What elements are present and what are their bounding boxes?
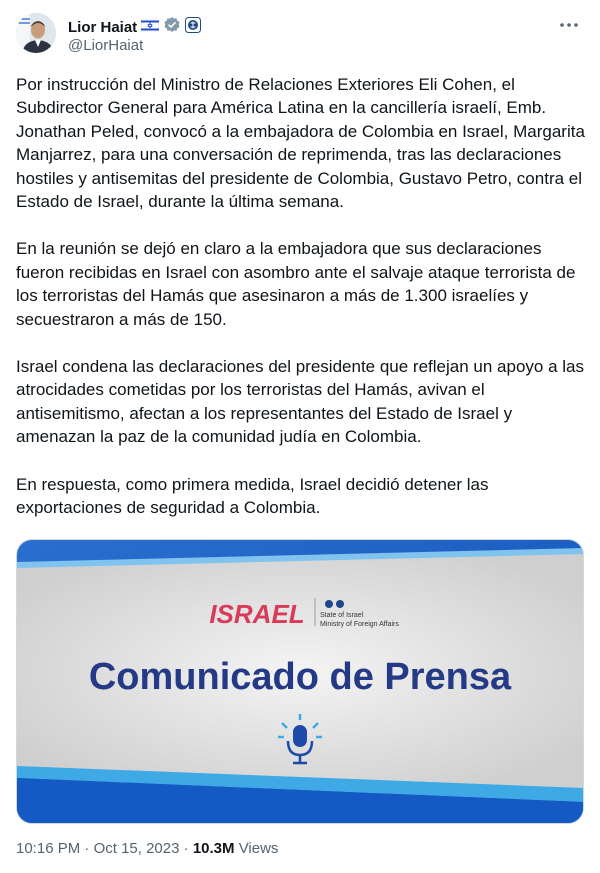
tweet-meta (16, 840, 278, 857)
israel-flag-icon (141, 19, 159, 37)
avatar[interactable] (16, 13, 56, 53)
author-handle[interactable]: @LiorHaiat (68, 37, 144, 54)
logo-word: ISRAEL (209, 599, 305, 629)
meta-separator: · (84, 840, 90, 857)
org-line-1: State of Israel (320, 612, 364, 619)
verified-gray-icon[interactable] (163, 16, 181, 39)
views-count: 10.3M (192, 840, 235, 857)
tweet-header (16, 13, 584, 57)
government-seal-icon[interactable] (185, 17, 201, 38)
tweet-paragraph: En la reunión se dejó en claro a la embajadora que sus declaraciones fueron recibidas en Israel con asombro ante el salvaje ataque terrorista de los terroristas del Hamás que asesinaron a más de 1.300 israelíes y secuestraron a más de 150. (16, 239, 576, 329)
author-display-name[interactable]: Lior Haiat (68, 19, 138, 36)
org-line-2: Ministry of Foreign Affairs (320, 621, 399, 628)
tweet-text (16, 73, 586, 544)
more-horizontal-icon[interactable] (554, 15, 584, 35)
tweet-time[interactable]: 10:16 PM (16, 840, 81, 857)
emblem-icon (336, 600, 344, 608)
tweet-paragraph: Israel condena las declaraciones del presidente que reflejan un apoyo a las atrocidades cometidas por los terroristas del Hamás, avivan el antisemitismo, afectan a los representantes del Estado de Israel y amenazan la paz de la comunidad judía en Colombia. (16, 357, 584, 447)
press-release-headline: Comunicado de Prensa (88, 656, 512, 698)
emblem-icon (325, 600, 333, 608)
tweet-paragraph: Por instrucción del Ministro de Relaciones Exteriores Eli Cohen, el Subdirector General para América Latina en la cancillería israelí, Emb. Jonathan Peled, convocó a la embajadora de Colombia en Israel, Margarita Manjarrez, para una conversación de reprimenda, tras las declaraciones hostiles y antisemitas del presidente de Colombia, Gustavo Petro, contra el Estado de Israel, durante la última semana. (16, 75, 585, 212)
tweet-paragraph: En respuesta, como primera medida, Israel decidió detener las exportaciones de seguridad a Colombia. (16, 474, 489, 518)
meta-separator: · (183, 840, 189, 857)
views-label: Views (238, 840, 279, 857)
tweet-media-image[interactable] (16, 539, 584, 824)
tweet-date[interactable]: Oct 15, 2023 (93, 840, 180, 857)
